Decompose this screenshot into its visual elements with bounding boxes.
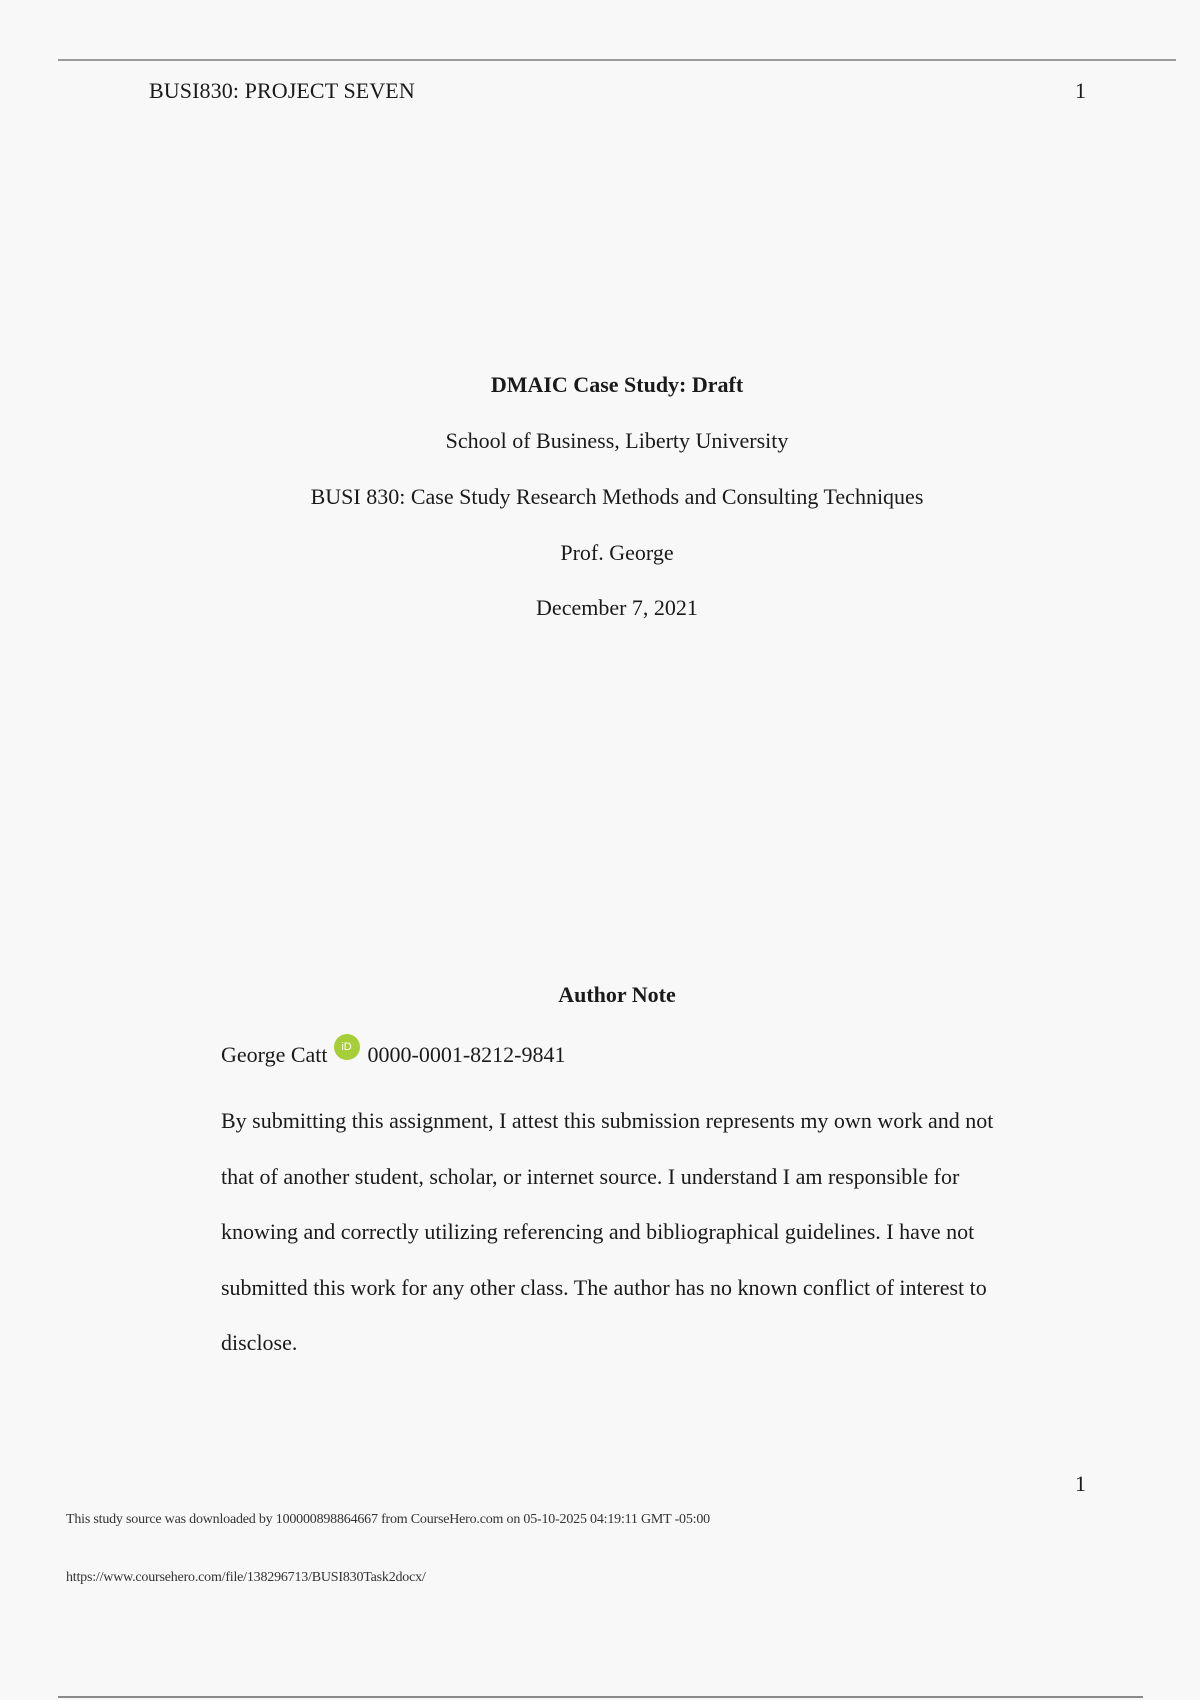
header-rule xyxy=(58,59,1176,61)
course-name: BUSI 830: Case Study Research Methods and Consulting Techniques xyxy=(310,484,924,509)
download-notice: This study source was downloaded by 100000898864667 from CourseHero.com on 05-10-2025 04:19:11 GMT -05:00 xyxy=(66,1512,710,1527)
page-number: 1 xyxy=(1075,78,1086,103)
due-date: December 7, 2021 xyxy=(536,595,698,620)
author-affiliation: School of Business, Liberty University xyxy=(445,428,789,453)
author-line xyxy=(221,1042,566,1068)
footer-rule xyxy=(58,1696,1143,1698)
orcid-id[interactable]: 0000-0001-8212-9841 xyxy=(367,1042,566,1067)
footer-page-number: 1 xyxy=(1075,1471,1086,1496)
author-note-heading: Author Note xyxy=(558,982,676,1007)
running-head: BUSI830: PROJECT SEVEN xyxy=(149,78,415,103)
author-statement: By submitting this assignment, I attest this submission represents my own work and not that of another student, scholar, or internet source. I understand I am responsible for knowing and correctly utilizing referencing and bibliographical guidelines. I have not submitted this work for any other class. The author has no known conflict of interest to disclose. xyxy=(221,1108,994,1355)
orcid-icon[interactable]: iD xyxy=(334,1034,360,1060)
instructor-name: Prof. George xyxy=(560,540,674,565)
paper-title: DMAIC Case Study: Draft xyxy=(490,372,744,397)
source-url[interactable]: https://www.coursehero.com/file/138296713/BUSI830Task2docx/ xyxy=(66,1570,426,1585)
author-name: George Catt xyxy=(221,1042,328,1067)
